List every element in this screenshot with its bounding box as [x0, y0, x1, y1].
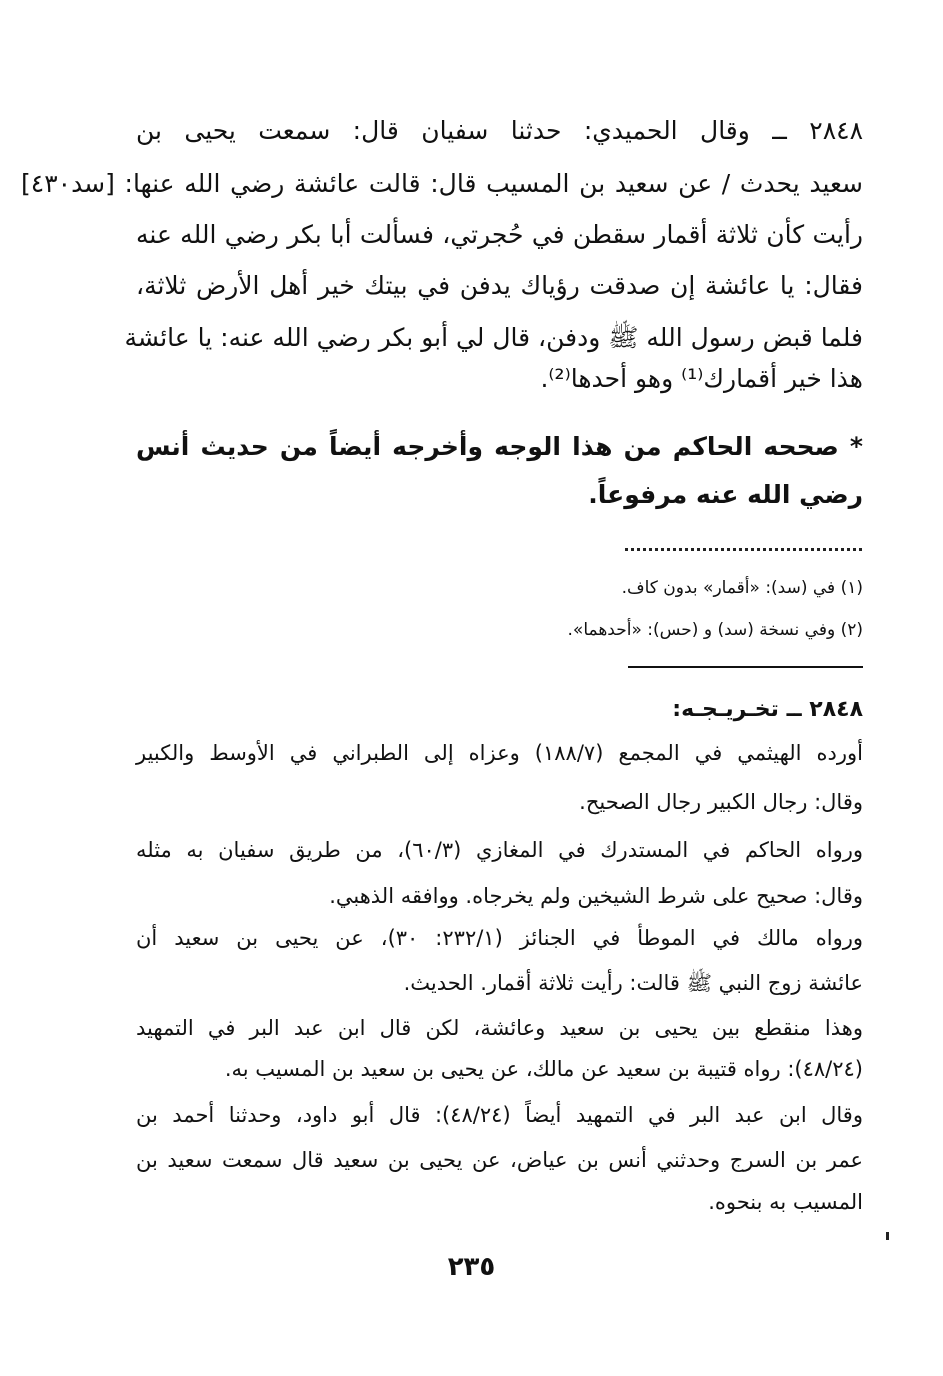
takhrij-line: ورواه الحاكم في المستدرك في المغازي (٦٠/٣)، من طريق سفيان به مثله — [136, 838, 863, 862]
takhrij-line: المسيب به بنحوه. — [708, 1190, 863, 1214]
hadith-line: رأيت كأن ثلاثة أقمار سقطن في حُجرتي، فسألت أبا بكر رضي الله عنه — [136, 220, 863, 249]
hadith-line: هذا خير أقمارك⁽¹⁾ وهو أحدها⁽²⁾. — [540, 364, 863, 393]
hadith-line: ٢٨٤٨ ــ وقال الحميدي: حدثنا سفيان قال: سمعت يحيى بن — [136, 116, 863, 145]
section-divider — [628, 666, 863, 668]
footnote-separator — [625, 548, 862, 551]
footnote: (٢) وفي نسخة (سد) و (حس): «أحدهما». — [567, 620, 863, 640]
takhrij-line: (٤٨/٢٤): رواه قتيبة بن سعيد عن مالك، عن يحيى بن سعيد بن المسيب به. — [224, 1057, 863, 1081]
note-line: رضي الله عنه مرفوعاً. — [588, 480, 863, 509]
takhrij-line: أورده الهيثمي في المجمع (١٨٨/٧) وعزاه إلى الطبراني في الأوسط والكبير — [136, 741, 863, 765]
note-line: * صححه الحاكم من هذا الوجه وأخرجه أيضاً من حديث أنس — [136, 432, 863, 461]
takhrij-line: وقال: صحيح على شرط الشيخين ولم يخرجاه. ووافقه الذهبي. — [329, 884, 863, 908]
takhrij-line: ورواه مالك في الموطأ في الجنائز (٢٣٢/١: ٣٠)، عن يحيى بن سعيد أن — [136, 926, 863, 950]
margin-mark — [886, 1232, 889, 1240]
hadith-line: فلما قبض رسول الله ﷺ ودفن، قال لي أبو بكر رضي الله عنه: يا عائشة — [124, 323, 863, 352]
takhrij-heading: ٢٨٤٨ ــ تخـريـجـه: — [672, 697, 863, 722]
takhrij-line: وقال: رجال الكبير رجال الصحيح. — [579, 790, 863, 814]
takhrij-line: عمر بن السرج وحدثني أنس بن عياض، عن يحيى بن سعيد قال سمعت سعيد بن — [136, 1148, 863, 1172]
hadith-line: سعيد يحدث / عن سعيد بن المسيب قال: قالت عائشة رضي الله عنها: [سد٤٣٠] — [21, 169, 863, 198]
footnote: (١) في (سد): «أقمار» بدون كاف. — [621, 578, 863, 598]
takhrij-line: وهذا منقطع بين يحيى بن سعيد وعائشة، لكن قال ابن عبد البر في التمهيد — [136, 1016, 863, 1040]
takhrij-line: عائشة زوج النبي ﷺ قالت: رأيت ثلاثة أقمار. الحديث. — [403, 971, 863, 995]
takhrij-line: وقال ابن عبد البر في التمهيد أيضاً (٤٨/٢٤): قال أبو داود، وحدثنا أحمد بن — [136, 1103, 863, 1127]
page-number: ٢٣٥ — [447, 1252, 496, 1282]
hadith-line: فقال: يا عائشة إن صدقت رؤياك يدفن في بيتك خير أهل الأرض ثلاثة، — [136, 271, 863, 300]
